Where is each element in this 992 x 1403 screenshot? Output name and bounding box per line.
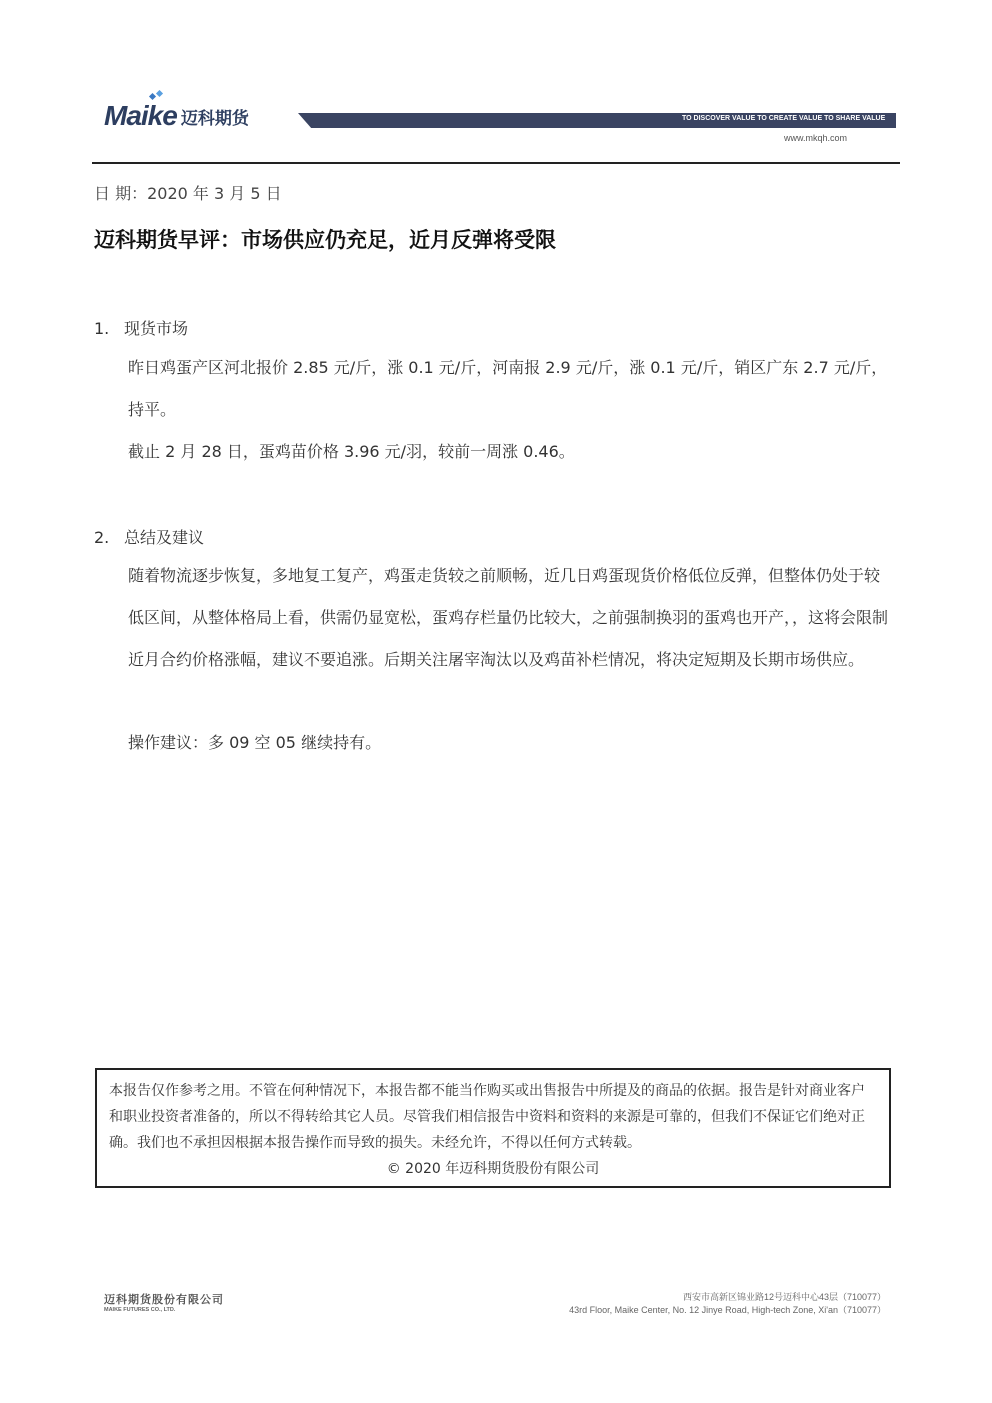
disclaimer-text: 本报告仅作参考之用。不管在何种情况下，本报告都不能当作购买或出售报告中所提及的商品的依据。报告是针对商业客户和职业投资者准备的，所以不得转给其它人员。尽管我们相信报告中资料和资料的来源是可靠的，但我们不保证它们绝对正确。我们也不承担因根据本报告操作而导致的损失。未经允许，不得以任何方式转载。 (109, 1083, 865, 1151)
disclaimer-box (95, 1068, 891, 1188)
footer-address-cn: 西安市高新区锦业路12号迈科中心43层（710077） (682, 1292, 886, 1302)
paragraph-operation-advice: 操作建议：多 09 空 05 继续持有。 (128, 733, 382, 752)
footer-company-cn: 迈科期货股份有限公司 (104, 1293, 224, 1306)
paragraph-summary: 随着物流逐步恢复，多地复工复产，鸡蛋走货较之前顺畅，近几日鸡蛋现货价格低位反弹，但整体仍处于较低区间，从整体格局上看，供需仍显宽松，蛋鸡存栏量仍比较大，之前强制换羽的蛋鸡也开产，，这将会限制近月合约价格涨幅，建议不要追涨。后期关注屠宰淘汰以及鸡苗补栏情况，将决定短期及长期市场供应。 (128, 566, 889, 669)
report-title: 迈科期货早评：市场供应仍充足，近月反弹将受限 (94, 228, 556, 252)
section-heading-spot-market (94, 316, 188, 339)
logo-dots-icon (148, 90, 166, 102)
logo-chinese-name: 迈科期货 (180, 108, 249, 129)
slogan-text: TO DISCOVER VALUE TO CREATE VALUE TO SHARE VALUE (682, 115, 886, 122)
section-title: 总结及建议 (124, 528, 205, 547)
section-number: 1. (94, 319, 110, 338)
section-heading-summary (94, 525, 204, 548)
section-title: 现货市场 (124, 319, 189, 338)
header-divider (92, 162, 900, 164)
footer-company-en: MAIKE FUTURES CO., LTD. (104, 1307, 176, 1313)
page-header (0, 0, 992, 170)
footer-address (569, 1291, 886, 1317)
copyright-notice: © 2020 年迈科期货股份有限公司 (386, 1161, 600, 1177)
section-number: 2. (94, 528, 110, 547)
footer-company (104, 1291, 224, 1313)
paragraph-spot-prices: 昨日鸡蛋产区河北报价 2.85 元/斤，涨 0.1 元/斤，河南报 2.9 元/斤，涨 0.1 元/斤，销区广东 2.7 元/斤，持平。 (128, 358, 888, 419)
company-logo (104, 96, 249, 136)
logo-wordmark: Maike (104, 100, 177, 131)
report-date: 日 期：2020 年 3 月 5 日 (94, 184, 282, 203)
paragraph-chick-prices: 截止 2 月 28 日，蛋鸡苗价格 3.96 元/羽，较前一周涨 0.46。 (128, 442, 575, 461)
footer-address-en: 43rd Floor, Maike Center, No. 12 Jinye Road, High-tech Zone, Xi'an（710077） (569, 1305, 886, 1315)
website-url: www.mkqh.com (784, 133, 848, 143)
